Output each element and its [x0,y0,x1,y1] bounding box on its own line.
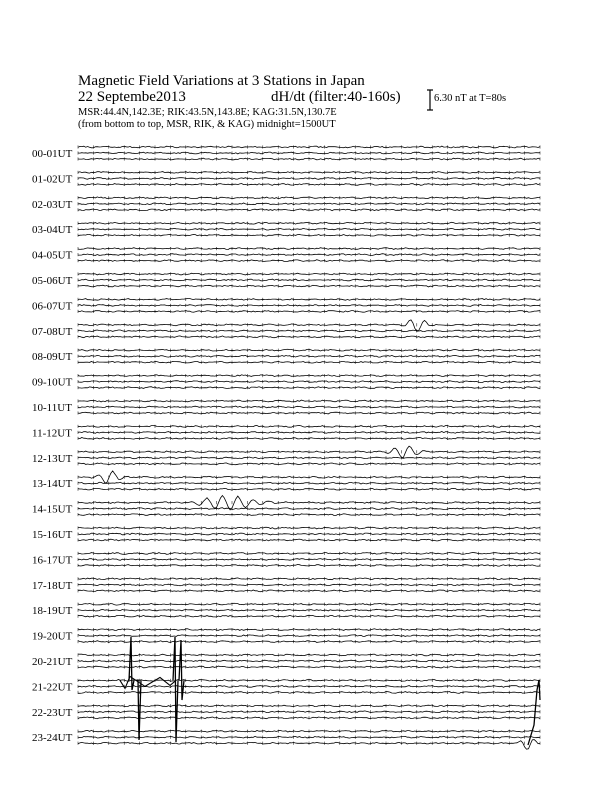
hour-row [32,425,540,440]
hour-row [32,552,540,567]
chart-title: Magnetic Field Variations at 3 Stations in Japan [78,73,365,89]
hour-label: 23-24UT [32,732,73,745]
hour-row [32,577,540,592]
hour-label: 22-23UT [32,706,73,719]
spike-trace [173,637,178,742]
date-label: 22 Septembe2013 [78,89,186,105]
hour-label: 01-02UT [32,173,73,186]
hour-label: 21-22UT [32,681,73,694]
stations-label: MSR:44.4N,142.3E; RIK:43.5N,143.8E; KAG:31.5N,130.7E [78,107,337,118]
spike-group [120,637,540,745]
hour-label: 06-07UT [32,300,73,313]
hour-row [32,628,540,643]
hour-label: 08-09UT [32,351,73,364]
hour-label: 03-04UT [32,224,73,237]
filter-label: dH/dt (filter:40-160s) [271,89,401,105]
spike-trace [129,637,134,690]
hour-label: 13-14UT [32,478,73,491]
hour-row [32,145,540,160]
hour-row [32,222,540,237]
hour-row [32,320,540,339]
hour-row [32,247,540,262]
hour-label: 19-20UT [32,630,73,643]
order-note: (from bottom to top, MSR, RIK, & KAG) midnight=1500UT [78,119,336,130]
hour-row [32,349,540,364]
hour-row [32,704,540,719]
msr-end-spike [528,680,540,745]
hour-row [32,196,540,211]
hour-rows [32,145,540,749]
hour-label: 18-19UT [32,605,73,618]
hour-row [32,471,540,491]
hour-row [32,496,540,517]
hour-label: 17-18UT [32,579,73,592]
hour-row [32,603,540,618]
hour-row [32,446,540,465]
hour-label: 10-11UT [32,402,72,414]
hour-row [32,526,540,541]
hour-row [32,399,540,414]
hour-label: 11-12UT [32,427,72,440]
scale-label: 6.30 nT at T=80s [434,93,507,104]
hour-row [32,730,540,750]
hour-label: 15-16UT [32,529,73,541]
hour-label: 05-06UT [32,275,73,287]
hour-row [32,171,540,186]
hour-row [32,272,540,287]
hour-row [32,374,540,389]
hour-label: 02-03UT [32,198,73,211]
hour-row [32,298,540,313]
hour-row [32,679,540,694]
spike-trace [179,640,184,700]
hour-label: 09-10UT [32,376,73,389]
hour-label: 12-13UT [32,452,73,465]
hour-label: 20-21UT [32,656,73,668]
hour-label: 04-05UT [32,249,73,262]
hour-label: 00-01UT [32,148,73,160]
hour-label: 16-17UT [32,554,73,567]
hour-label: 07-08UT [32,325,73,338]
scale-bar [427,90,433,110]
hour-row [32,653,540,668]
hour-label: 14-15UT [32,503,73,516]
